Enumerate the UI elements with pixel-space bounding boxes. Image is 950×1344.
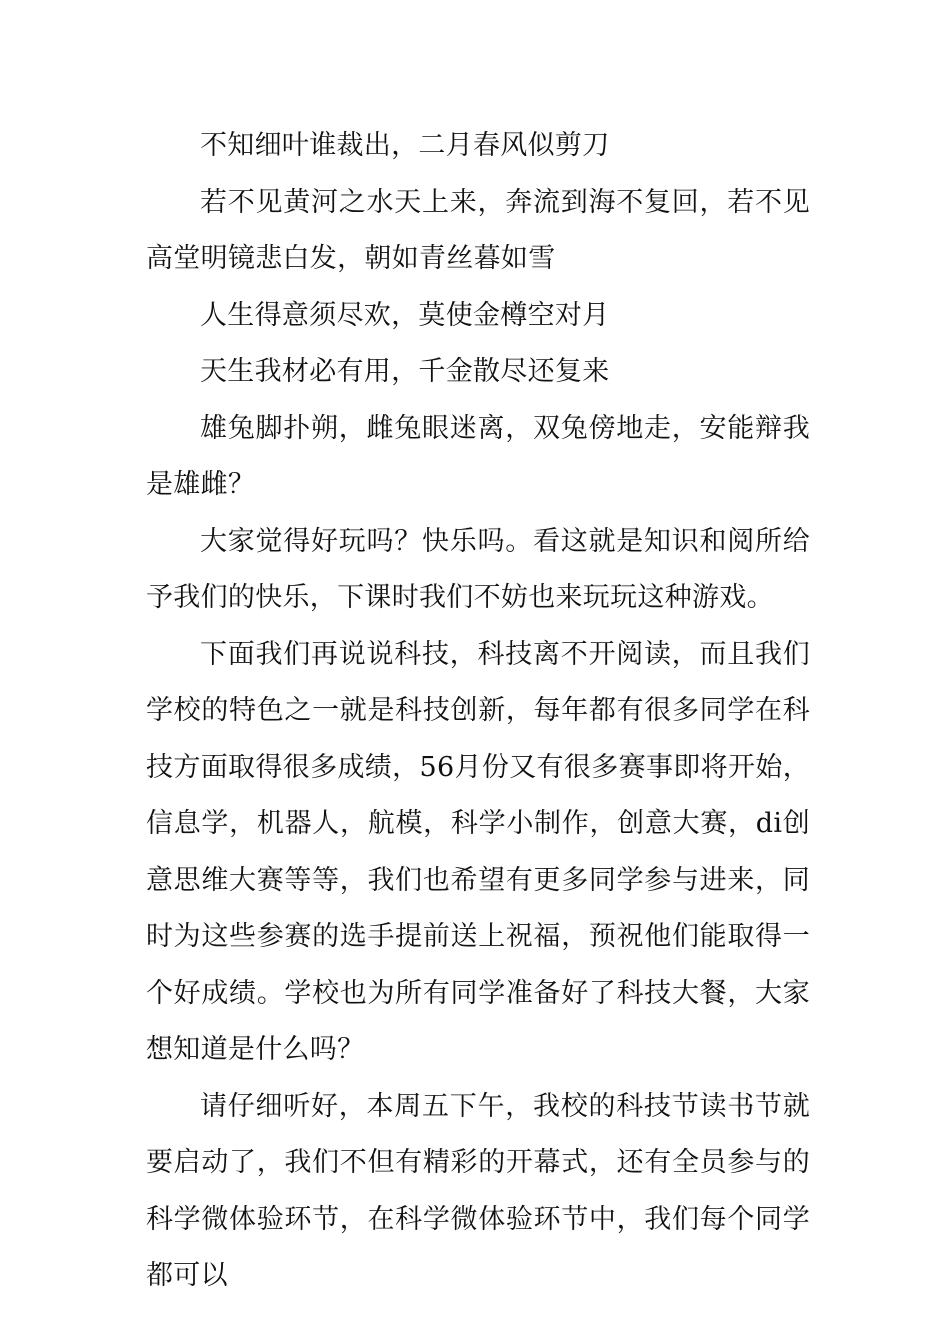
paragraph-4: 天生我材必有用，千金散尽还复来 xyxy=(200,356,610,387)
paragraph-6: 大家觉得好玩吗？快乐吗。看这就是知识和阅所给予我们的快乐，下课时我们不妨也来玩玩这种游戏。 xyxy=(146,525,810,613)
paragraph-7: 下面我们再说说科技，科技离不开阅读，而且我们学校的特色之一就是科技创新，每年都有很多同学在科技方面取得很多成绩，56月份又有很多赛事即将开始，信息学，机器人，航模，科学小制作，创意大赛，di创意思维大赛等等，我们也希望有更多同学参与进来，同时为这些参赛的选手提前送上祝福，预祝他们能取得一个好成绩。学校也为所有同学准备好了科技大餐，大家想知道是什么吗？ xyxy=(146,638,810,1065)
paragraph-1: 不知细叶谁裁出，二月春风似剪刀 xyxy=(200,130,610,161)
paragraph-2: 若不见黄河之水天上来，奔流到海不复回，若不见高堂明镜悲白发，朝如青丝暮如雪 xyxy=(146,186,810,274)
body-text xyxy=(146,118,810,1305)
paragraph-5: 雄兔脚扑朔，雌兔眼迷离，双兔傍地走，安能辩我是雄雌？ xyxy=(146,412,810,500)
paragraph-3: 人生得意须尽欢，莫使金樽空对月 xyxy=(200,299,610,331)
paragraph-8: 请仔细听好，本周五下午，我校的科技节读书节就要启动了，我们不但有精彩的开幕式，还有全员参与的科学微体验环节，在科学微体验环节中，我们每个同学都可以 xyxy=(146,1090,810,1291)
